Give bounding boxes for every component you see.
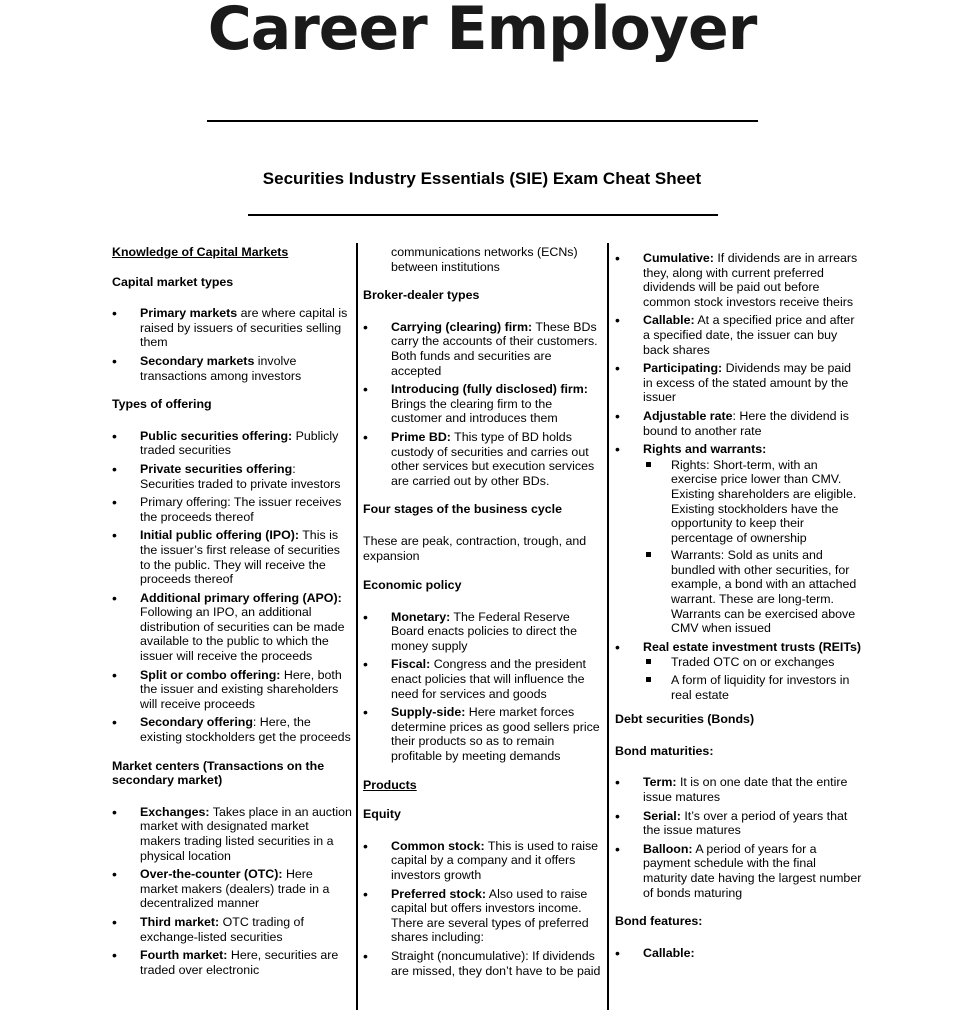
column-2 — [363, 245, 603, 992]
list-item — [615, 409, 863, 438]
list-item — [363, 430, 603, 488]
term: Exchanges: — [140, 804, 210, 819]
term: Split or combo offering: — [140, 667, 281, 682]
subheading-economic-policy: Economic policy — [363, 578, 462, 593]
market-centers-list — [112, 805, 352, 978]
sub-list-item: A form of liquidity for investors in real estate — [643, 673, 863, 702]
header-rule-bottom — [248, 214, 718, 216]
term: Primary markets — [140, 306, 238, 321]
sub-list-item: Traded OTC on or exchanges — [643, 655, 863, 670]
term: Additional primary offering (APO): — [140, 590, 342, 605]
term: Callable: — [643, 313, 695, 328]
term: Secondary markets — [140, 353, 255, 368]
definition: The Federal Reserve Board enacts policies to direct the money supply — [391, 609, 577, 653]
subheading-market-centers: Market centers (Transactions on the secondary market) — [112, 758, 325, 788]
term: Private securities offering — [140, 461, 293, 476]
types-of-offering-list — [112, 429, 352, 745]
definition: OTC trading of exchange-listed securities — [140, 914, 304, 944]
definition: Primary offering: The issuer receives the proceeds thereof — [140, 495, 342, 524]
term: Adjustable rate — [643, 408, 733, 423]
list-item — [615, 251, 863, 309]
term: Third market: — [140, 914, 220, 929]
list-item — [363, 320, 603, 378]
term: Serial: — [643, 808, 681, 823]
definition: are where capital is raised by issuers of securities selling them — [140, 306, 348, 350]
sub-list-item: Warrants: Sold as units and bundled with other securities, for example, a bond with an attached warrant. These are long-term. Warrants can be exercised above CMV when issued — [643, 548, 863, 636]
definition: : Securities traded to private investors — [140, 461, 341, 491]
term: Term: — [643, 775, 677, 790]
definition: : Here the dividend is bound to another rate — [643, 408, 849, 438]
term: Cumulative: — [643, 251, 714, 265]
list-item — [112, 867, 352, 911]
definition: Here market forces determine prices as good sellers price their products so as to remain profitable by meeting demands — [391, 705, 600, 764]
list-item — [615, 842, 863, 900]
list-item — [363, 610, 603, 654]
list-item — [615, 442, 863, 636]
subheading-debt-securities: Debt securities (Bonds) — [615, 712, 755, 727]
term: Prime BD: — [391, 429, 451, 444]
term: Fourth market: — [140, 948, 228, 963]
economic-policy-list — [363, 610, 603, 764]
list-item — [615, 946, 863, 961]
definition: Brings the clearing firm to the customer and introduces them — [391, 396, 558, 426]
definition: Straight (noncumulative): If dividends are missed, they don’t have to be paid — [391, 948, 601, 978]
term: Initial public offering (IPO): — [140, 528, 300, 543]
term: Rights and warrants: — [643, 442, 767, 457]
list-item — [363, 839, 603, 883]
list-item — [112, 805, 352, 863]
definition: involve transactions among investors — [140, 353, 302, 383]
term: Balloon: — [643, 841, 693, 856]
definition: Following an IPO, an additional distribution of securities can be made available to the public to which the issuer will receive the proceeds — [140, 605, 345, 664]
term: Common stock: — [391, 838, 485, 853]
broker-dealer-types-list — [363, 320, 603, 489]
preferred-types-list — [615, 251, 863, 702]
list-item — [112, 948, 352, 977]
list-item — [112, 915, 352, 944]
definition: Publicly traded securities — [140, 428, 339, 458]
list-item — [112, 528, 352, 586]
list-item — [112, 715, 352, 744]
subheading-types-of-offering: Types of offering — [112, 397, 212, 412]
term: Public securities offering: — [140, 428, 293, 443]
page-title: Securities Industry Essentials (SIE) Exam Cheat Sheet — [262, 169, 702, 188]
column-1 — [112, 245, 352, 991]
subheading-capital-market-types: Capital market types — [112, 274, 234, 289]
list-item — [363, 382, 603, 426]
subheading-bond-features: Bond features: — [615, 914, 703, 929]
definition: Also used to raise capital but offers investors income. There are several types of preferred shares including: — [391, 886, 589, 945]
definition: Congress and the president enact policies that will influence the need for services and goods — [391, 657, 586, 701]
sub-list-item: Rights: Short-term, with an exercise price lower than CMV. Existing shareholders are eligible. Existing stockholders have the opportunity to keep their percentage of ownership — [643, 458, 863, 546]
definition: At a specified price and after a specified date, the issuer can buy back shares — [643, 313, 855, 357]
list-item — [615, 809, 863, 838]
term: Supply-side: — [391, 705, 466, 720]
equity-list — [363, 839, 603, 978]
definition: These BDs carry the accounts of their customers. Both funds and securities are accepted — [391, 319, 598, 378]
term: Monetary: — [391, 609, 451, 624]
definition: It is on one date that the entire issue matures — [643, 775, 848, 804]
subheading-broker-dealer-types: Broker-dealer types — [363, 288, 480, 303]
definition: If dividends are in arrears they, along with current preferred dividends will be paid out before common stock investors receive theirs — [643, 251, 858, 309]
term: Fiscal: — [391, 657, 431, 672]
column-divider-left — [356, 243, 358, 1010]
bond-maturities-list — [615, 775, 863, 900]
definition: This type of BD holds custody of securities and carries out other services but execution services are carried out by other BDs. — [391, 429, 595, 488]
definition: Takes place in an auction market with designated market makers trading listed securities in a physical location — [140, 804, 352, 863]
subheading-bond-maturities: Bond maturities: — [615, 743, 714, 758]
subheading-equity: Equity — [363, 807, 401, 822]
term: Introducing (fully disclosed) firm: — [391, 382, 588, 397]
definition: It’s over a period of years that the issue matures — [643, 808, 848, 838]
capital-market-types-list — [112, 306, 352, 383]
definition: Here, securities are traded over electronic — [140, 948, 339, 977]
list-item — [112, 354, 352, 383]
list-item — [615, 313, 863, 357]
list-item — [112, 495, 352, 524]
list-item — [112, 591, 352, 664]
header-rule-top — [207, 120, 758, 122]
subheading-business-cycle: Four stages of the business cycle — [363, 502, 563, 517]
term: Preferred stock: — [391, 886, 487, 901]
list-item — [615, 640, 863, 702]
list-item — [363, 887, 603, 945]
term: Real estate investment trusts (REITs) — [643, 639, 862, 654]
list-item — [112, 668, 352, 712]
list-item — [363, 705, 603, 763]
career-employer-logo: Career Employer — [207, 0, 757, 64]
list-item — [615, 361, 863, 405]
column-3 — [615, 251, 863, 974]
definition: This is used to raise capital by a company and it offers investors growth — [391, 838, 599, 882]
column-divider-right — [607, 243, 609, 1010]
bond-features-list — [615, 946, 863, 961]
list-item — [615, 775, 863, 804]
list-item — [112, 306, 352, 350]
list-item — [112, 462, 352, 491]
list-item — [363, 657, 603, 701]
list-item — [112, 429, 352, 458]
definition: : Here, the existing stockholders get the proceeds — [140, 715, 351, 745]
term: Over-the-counter (OTC): — [140, 867, 283, 882]
section-heading-capital-markets: Knowledge of Capital Markets — [112, 245, 289, 259]
definition: This is the issuer’s first release of securities to the public. They will receive the proceeds thereof — [140, 528, 340, 587]
term: Carrying (clearing) firm: — [391, 319, 533, 334]
definition: Here market makers (dealers) trade in a decentralized manner — [140, 867, 330, 911]
term: Secondary offering — [140, 715, 253, 730]
definition: A period of years for a payment schedule with the final maturity date having the largest number of bonds maturing — [643, 841, 862, 900]
definition: Dividends may be paid in excess of the stated amount by the issuer — [643, 361, 851, 405]
term: Participating: — [643, 361, 723, 376]
term: Callable: — [643, 945, 695, 960]
reits-sublist — [643, 655, 863, 702]
section-heading-products: Products — [363, 777, 417, 792]
continuation-text: communications networks (ECNs) between institutions — [391, 245, 578, 274]
business-cycle-text: These are peak, contraction, trough, and expansion — [363, 533, 587, 563]
list-item — [363, 949, 603, 978]
rights-warrants-sublist — [643, 458, 863, 636]
definition: Here, both the issuer and existing shareholders will receive proceeds — [140, 667, 342, 711]
